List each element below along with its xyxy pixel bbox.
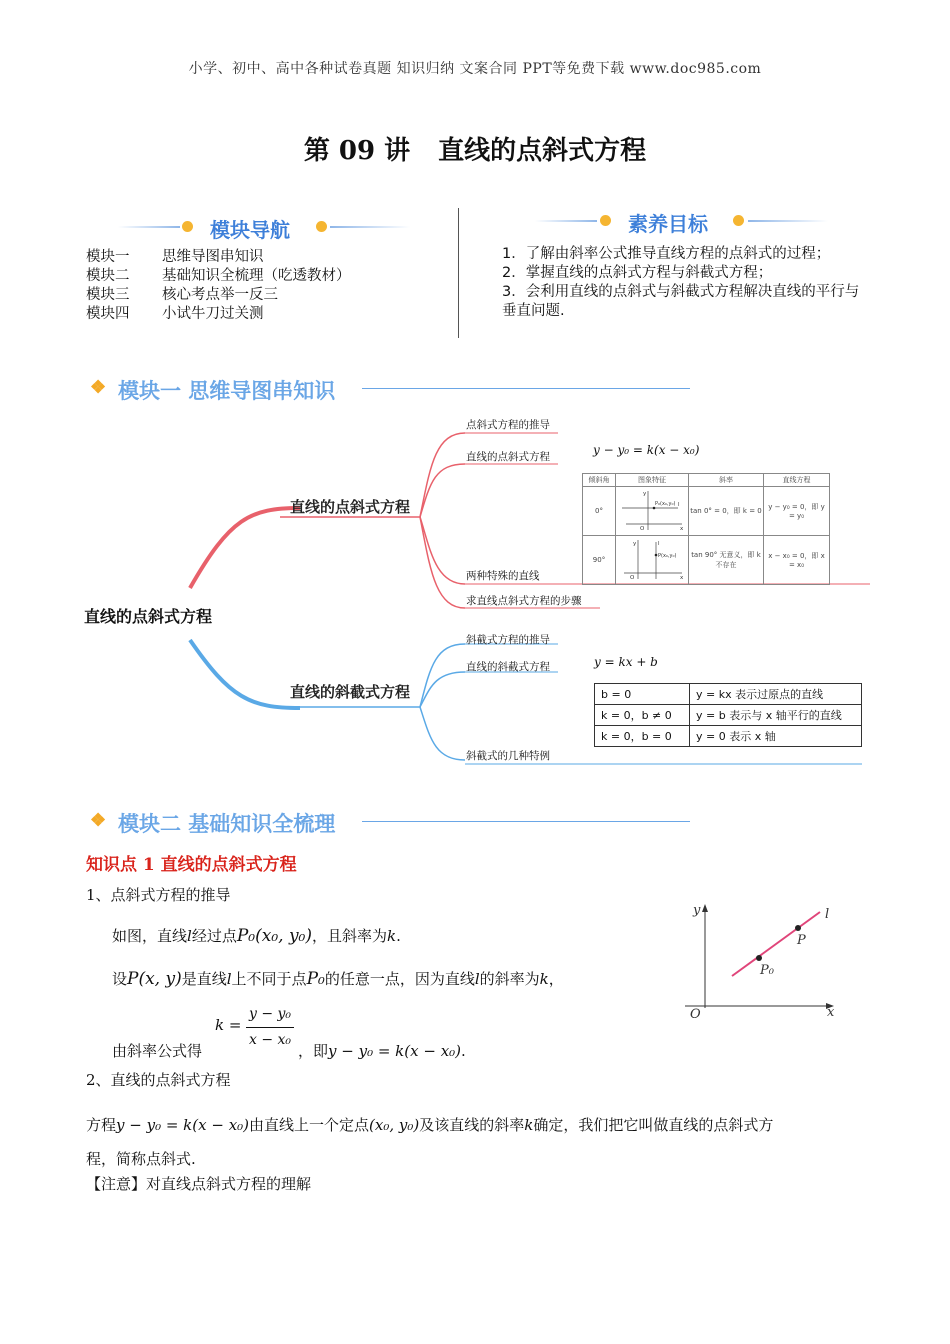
section1-title: 模块一 思维导图串知识 <box>118 379 336 403</box>
table-cell: tan 90° 无意义，即 k 不存在 <box>689 536 764 585</box>
table-cell: k = 0，b ≠ 0 <box>595 705 690 726</box>
vertical-line-graph <box>618 537 686 581</box>
svg-text:x: x <box>680 575 684 581</box>
section2-title: 模块二 基础知识全梳理 <box>118 812 336 836</box>
svg-text:P: P <box>797 933 806 948</box>
page-title <box>0 130 950 167</box>
lecture-number: 第 09 讲 <box>303 136 411 166</box>
svg-text:x: x <box>680 526 684 532</box>
point-P0 <box>756 955 762 961</box>
table-header: 倾斜角 <box>583 474 616 487</box>
mindmap-leaf: 直线的斜截式方程 <box>466 661 550 673</box>
goal-item: 3．会利用直线的点斜式与斜截式方程解决直线的平行与垂直问题. <box>502 284 860 319</box>
nav-heading-line-left <box>118 226 180 228</box>
svg-text:P₀: P₀ <box>760 963 774 978</box>
table-cell: y = b 表示与 x 轴平行的直线 <box>690 705 862 726</box>
svg-text:y: y <box>643 491 647 497</box>
goal-item: 1．了解由斜率公式推导直线方程的点斜式的过程； <box>502 246 831 262</box>
section1-rule <box>362 388 690 389</box>
graph-cell-horizontal <box>616 487 689 536</box>
paragraph-label: 由斜率公式得 <box>112 1042 203 1060</box>
point-slope-figure <box>680 898 850 1028</box>
branch1-connector <box>190 508 300 588</box>
mindmap-branch1: 直线的点斜式方程 <box>290 498 411 516</box>
table-cell: y = 0 表示 x 轴 <box>690 726 862 747</box>
slope-intercept-cases-table <box>594 683 862 747</box>
slope-eq-label: k = <box>215 1016 242 1034</box>
module-item: 模块四 小试牛刀过关测 <box>86 306 264 322</box>
module-item: 模块一 思维导图串知识 <box>86 249 264 265</box>
nav-heading-line-right <box>330 226 410 228</box>
svg-text:x: x <box>827 1005 835 1020</box>
module-item: 模块三 核心考点举一反三 <box>86 287 278 303</box>
svg-text:y: y <box>693 903 701 918</box>
svg-text:l: l <box>678 502 680 508</box>
lecture-title: 直线的点斜式方程 <box>438 136 647 166</box>
goals-heading-line-left <box>535 220 597 222</box>
mindmap-leaf: 求直线点斜式方程的步骤 <box>466 595 582 607</box>
table-cell: 0° <box>583 487 616 536</box>
svg-text:l: l <box>825 907 830 922</box>
table-cell: y − y₀ = 0，即 y = y₀ <box>764 487 830 536</box>
mindmap-branch2: 直线的斜截式方程 <box>290 683 411 701</box>
mindmap-formula-point-slope: y − y₀ = k(x − x₀) <box>593 443 700 457</box>
horizontal-line-graph <box>618 488 686 532</box>
table-cell: k = 0，b = 0 <box>595 726 690 747</box>
nav-heading-dot-left <box>182 221 193 232</box>
section-chevron-icon: ❖ <box>90 377 107 398</box>
goals-heading-dot-right <box>733 215 744 226</box>
paragraph: 方程y − y₀ = k(x − x₀)由直线上一个定点(x₀, y₀)及该直线的斜率k确定，我们把它叫做直线的点斜式方 程，简称点斜式. <box>86 1116 774 1168</box>
subheading: 2、直线的点斜式方程 <box>86 1071 231 1089</box>
svg-text:P(x₀,y₀): P(x₀,y₀) <box>658 553 677 559</box>
fraction-numerator: y − y₀ <box>248 1006 292 1022</box>
svg-text:O: O <box>640 526 645 532</box>
module-item: 模块二 基础知识全梳理（吃透教材） <box>86 268 351 284</box>
fraction-denominator: x − x₀ <box>248 1032 292 1048</box>
goals-heading: 素养目标 <box>628 212 708 236</box>
svg-text:P₀(x₀,y₀): P₀(x₀,y₀) <box>655 501 676 507</box>
site-header: 小学、初中、高中各种试卷真题 知识归纳 文案合同 PPT等免费下载 www.doc985.com <box>188 61 762 77</box>
mindmap-formula-slope-intercept: y = kx + b <box>594 655 658 669</box>
section2-rule <box>362 821 690 822</box>
table-cell: x − x₀ = 0，即 x = x₀ <box>764 536 830 585</box>
fraction-bar <box>246 1027 294 1028</box>
svg-text:y: y <box>633 541 637 547</box>
goals-list <box>502 245 870 321</box>
mindmap-leaf: 两种特殊的直线 <box>466 570 540 582</box>
nav-heading-dot-right <box>316 221 327 232</box>
table-cell: y = kx 表示过原点的直线 <box>690 684 862 705</box>
mindmap-leaf: 斜截式方程的推导 <box>466 634 550 646</box>
paragraph: 如图，直线l经过点P₀(x₀, y₀)，且斜率为k. <box>112 926 401 946</box>
mindmap-leaf: 点斜式方程的推导 <box>466 419 550 431</box>
note: 【注意】对直线点斜式方程的理解 <box>86 1175 312 1193</box>
paragraph: 设P(x, y)是直线l上不同于点P₀的任意一点，因为直线l的斜率为k， <box>112 969 564 989</box>
special-lines-table <box>582 473 830 585</box>
branch2-connector <box>190 640 300 708</box>
knowledge-point-title: 知识点 1 直线的点斜式方程 <box>86 855 297 875</box>
goals-heading-dot-left <box>600 215 611 226</box>
table-cell: b = 0 <box>595 684 690 705</box>
column-divider <box>458 208 459 338</box>
paragraph: ，即y − y₀ = k(x − x₀). <box>298 1042 466 1060</box>
mindmap-leaf: 直线的点斜式方程 <box>466 451 550 463</box>
mindmap-leaf: 斜截式的几种特例 <box>466 750 550 762</box>
point-P <box>795 925 801 931</box>
table-cell: tan 0° = 0，即 k = 0 <box>689 487 764 536</box>
table-header: 图象特征 <box>616 474 689 487</box>
goals-heading-line-right <box>748 220 828 222</box>
svg-text:l: l <box>658 541 660 547</box>
table-header: 斜率 <box>689 474 764 487</box>
table-header: 直线方程 <box>764 474 830 487</box>
svg-text:O: O <box>630 575 635 581</box>
subheading: 1、点斜式方程的推导 <box>86 886 231 904</box>
nav-heading: 模块导航 <box>210 218 290 242</box>
graph-cell-vertical <box>616 536 689 585</box>
module-list <box>86 248 351 324</box>
mindmap-root: 直线的点斜式方程 <box>84 607 213 626</box>
goal-item: 2．掌握直线的点斜式方程与斜截式方程； <box>502 265 773 281</box>
svg-text:O: O <box>690 1007 701 1022</box>
line-l <box>732 912 820 976</box>
table-cell: 90° <box>583 536 616 585</box>
section-chevron-icon: ❖ <box>90 810 107 831</box>
